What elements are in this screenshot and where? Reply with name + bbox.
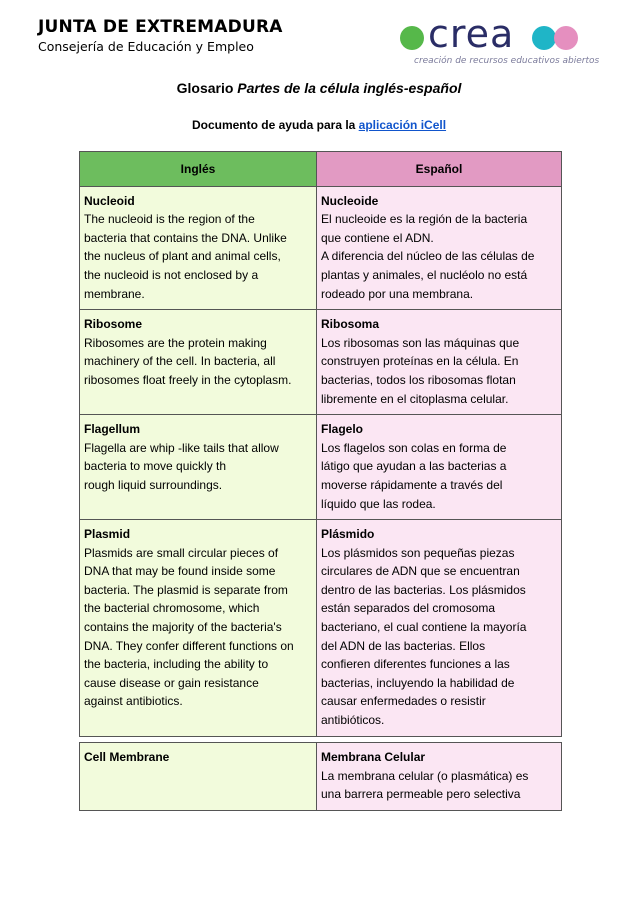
- header-spanish: Español: [317, 152, 562, 187]
- junta-department: Consejería de Educación y Empleo: [38, 39, 254, 54]
- definition-es: El nucleoide es la región de la bacteria que contiene el ADN. A diferencia del núcleo de las células de plantas y animales, el nucléolo no está rodeado por una membrana.: [321, 212, 535, 301]
- glossary-table: [79, 151, 562, 737]
- crea-cyan-dot: [532, 26, 556, 50]
- cell-spanish: [317, 186, 562, 310]
- definition-en: Flagella are whip -like tails that allow bacteria to move quickly th rough liquid surroundings.: [84, 440, 279, 492]
- crea-wordmark: crea: [428, 12, 515, 56]
- definition-en: Ribosomes are the protein making machinery of the cell. In bacteria, all ribosomes float freely in the cytoplasm.: [84, 335, 292, 387]
- definition-es: Los flagelos son colas en forma de látigo que ayudan a las bacterias a moverse rápidamente a través del líquido que las rodea.: [321, 440, 507, 511]
- page-header: [0, 0, 638, 75]
- header-english: Inglés: [80, 152, 317, 187]
- cell-english: [80, 743, 317, 811]
- table-row: [80, 415, 562, 520]
- definition-es: La membrana celular (o plasmática) es una barrera permeable pero selectiva: [321, 768, 529, 802]
- table-header-row: [80, 152, 562, 187]
- term-en: Flagellum: [84, 422, 141, 437]
- title-plain: Glosario: [176, 80, 238, 96]
- term-en: Nucleoid: [84, 193, 135, 208]
- term-en: Cell Membrane: [84, 750, 170, 764]
- definition-en: Plasmids are small circular pieces of DNA that may be found inside some bacteria. The plasmid is separate from the bacterial chromosome, which contains the majority of the bacteria's DNA. They confer different functions on the bacteria, including the ability to cause disease or gain resistance against antibiotics.: [84, 545, 294, 709]
- term-en: Ribosome: [84, 317, 143, 332]
- cell-english: [80, 520, 317, 737]
- definition-es: Los plásmidos son pequeñas piezas circulares de ADN que se encuentran dentro de las bacterias. Los plásmidos están separados del cromosoma bacteriano, el cual contiene la mayoría del ADN de las bacterias. Ellos confieren diferentes funciones a las bacterias, incluyendo la habilidad de causar enfermedades o resistir antibióticos.: [321, 545, 527, 728]
- cell-spanish: [317, 310, 562, 415]
- title-italic: Partes de la célula inglés-español: [237, 80, 462, 96]
- crea-tagline: creación de recursos educativos abiertos: [414, 56, 600, 66]
- page-subtitle: [0, 118, 638, 132]
- term-es: Ribosoma: [321, 317, 380, 332]
- crea-logo: [398, 14, 598, 74]
- definition-en: The nucleoid is the region of the bacteria that contains the DNA. Unlike the nucleus of plant and animal cells, the nucleoid is not enclosed by a membrane.: [84, 212, 287, 301]
- glossary-table-continued: [79, 742, 562, 811]
- table-row: [80, 520, 562, 737]
- table-row: [80, 186, 562, 310]
- page-title: [0, 80, 638, 96]
- cell-english: [80, 310, 317, 415]
- term-es: Nucleoide: [321, 193, 379, 208]
- cell-spanish: [317, 520, 562, 737]
- cell-spanish: [317, 415, 562, 520]
- term-es: Flagelo: [321, 422, 364, 437]
- crea-pink-dot: [554, 26, 578, 50]
- cell-english: [80, 415, 317, 520]
- table-row: [80, 743, 562, 811]
- cell-spanish: [317, 743, 562, 811]
- term-es: Plásmido: [321, 527, 375, 542]
- icell-link[interactable]: aplicación iCell: [358, 118, 447, 132]
- subtitle-text: Documento de ayuda para la: [191, 118, 359, 132]
- definition-es: Los ribosomas son las máquinas que construyen proteínas en la célula. En bacterias, todos los ribosomas flotan libremente en el citoplasma celular.: [321, 335, 520, 406]
- junta-name: JUNTA DE EXTREMADURA: [38, 17, 283, 37]
- crea-green-dot: [400, 26, 424, 50]
- term-es: Membrana Celular: [321, 750, 426, 764]
- table-row: [80, 310, 562, 415]
- term-en: Plasmid: [84, 527, 131, 542]
- cell-english: [80, 186, 317, 310]
- junta-logo: [38, 18, 283, 55]
